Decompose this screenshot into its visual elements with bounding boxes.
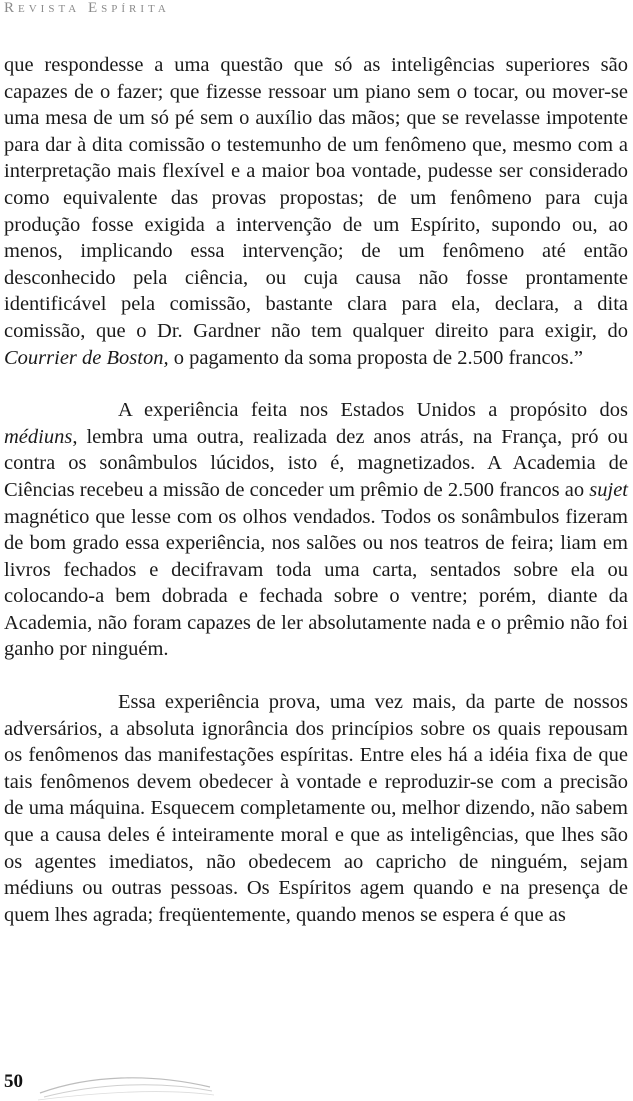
paragraph-3: [4, 689, 628, 928]
paragraph-1: [4, 52, 628, 371]
text-run-italic: sujet: [589, 478, 628, 501]
running-title: Revista Espírita: [4, 0, 170, 16]
text-run-italic: médiuns: [4, 425, 73, 448]
text-run: Essa experiência prova, uma vez mais, da parte de nossos adversários, a absoluta ignorância dos princípios sobre os quais repousam os fenômenos das manifestações espíritas. Entre eles há a idéia fixa de que tais fenômenos devem obedecer à vontade e reproduzir-se com a precisão de uma máquina. Esquecem completamente ou, melhor dizendo, não sabem que a causa deles é inteiramente moral e que as inteligências, que lhes são os agentes imediatos, não obedecem ao capricho de ninguém, sejam médiuns ou outras pessoas. Os Espíritos agem quando e na presença de quem lhes agrada; freqüentemente, quando menos se espera é que as: [4, 691, 628, 926]
text-run: A experiência feita nos Estados Unidos a propósito dos: [118, 399, 628, 422]
text-run: , lembra uma outra, realizada dez anos atrás, na França, pró ou contra os sonâmbulos lúcidos, isto é, magnetizados. A Academia de Ciências recebeu a missão de conceder um prêmio de 2.500 francos ao: [4, 425, 628, 501]
text-run-italic: Courrier de Boston,: [4, 346, 169, 369]
page-number: 50: [4, 1071, 23, 1092]
page-body: [4, 52, 628, 928]
text-run: o pagamento da soma proposta de 2.500 francos.”: [168, 346, 584, 369]
paragraph-2: [4, 397, 628, 663]
text-run: magnético que lesse com os olhos vendados. Todos os sonâmbulos fizeram de bom grado essa experiência, nos salões ou nos teatros de feira; liam em livros fechados e decifravam toda uma carta, sentados sobre ela ou colocando-a bem dobrada e fechada sobre o ventre; porém, diante da Academia, não foram capazes de ler absolutamente nada e o prêmio não foi ganho por ninguém.: [4, 505, 628, 661]
footer-swoosh-ornament: [0, 1067, 220, 1101]
text-run: que respondesse a uma questão que só as inteligências superiores são capazes de o fazer; que fizesse ressoar um piano sem o tocar, ou mover-se uma mesa de um só pé sem o auxílio das mãos; que se revelasse impotente para dar à dita comissão o testemunho de um fenômeno que, mesmo com a interpretação mais flexível e a maior boa vontade, pudesse ser considerado como equivalente das provas propostas; de um fenômeno para cuja produção fosse exigida a intervenção de um Espírito, supondo ou, ao menos, implicando essa intervenção; de um fenômeno até então desconhecido pela ciência, ou cuja causa não fosse prontamente identificável pela comissão, bastante clara para ela, declara, a dita comissão, que o Dr. Gardner não tem qualquer direito para exigir, do: [4, 54, 628, 342]
